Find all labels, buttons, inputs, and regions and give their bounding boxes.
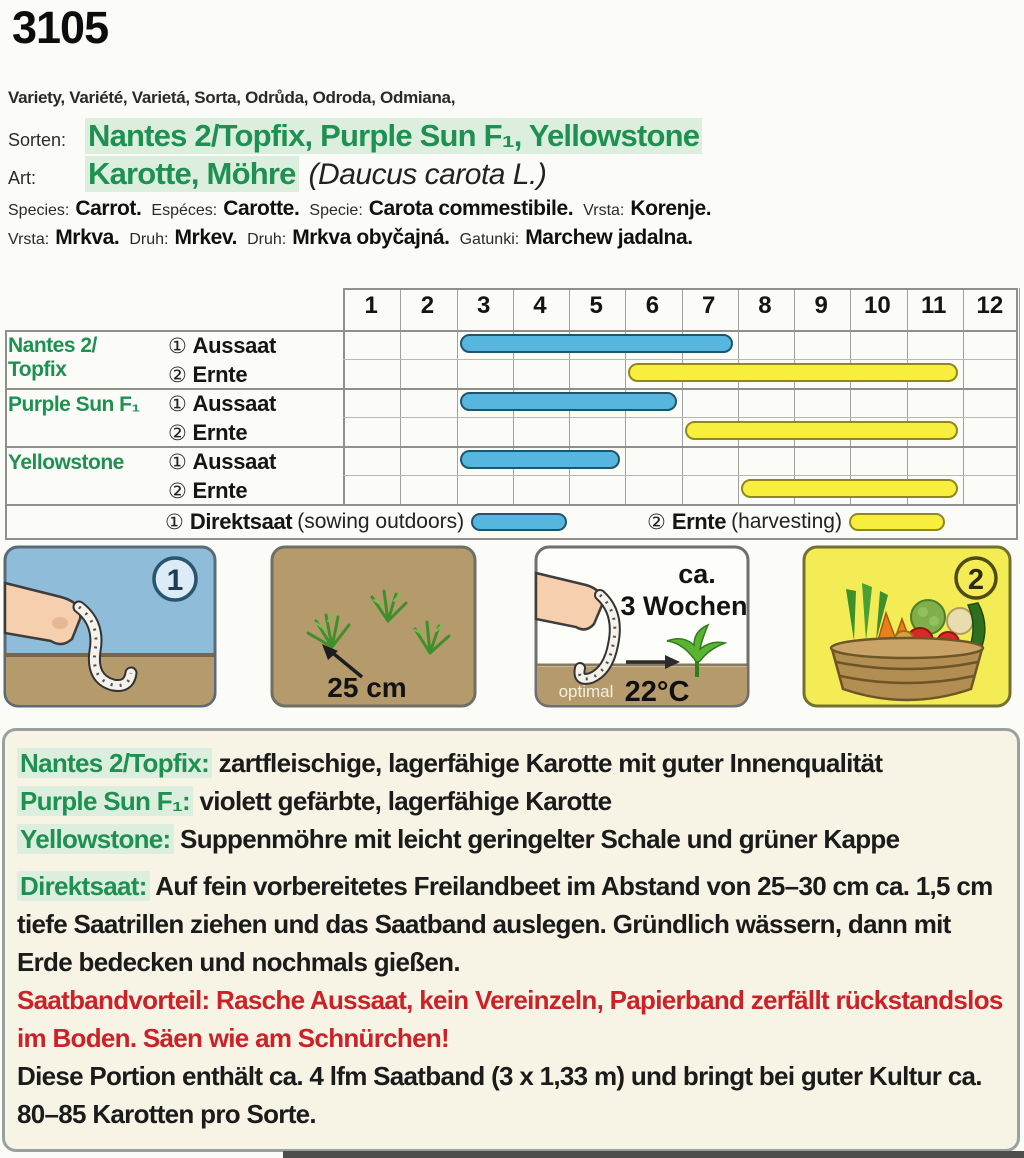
legend-ernte: ② Ernte (harvesting) [647, 509, 945, 535]
bar-purple-sun-ernte [685, 421, 958, 440]
art-label: Art: [8, 168, 37, 188]
month-label: 10 [864, 292, 891, 319]
description-purple-sun: Purple Sun F₁: violett gefärbte, lagerfähige Karotte [17, 782, 1003, 820]
spacing-caption: 25 cm [327, 672, 407, 703]
sorten-label: Sorten: [8, 130, 67, 150]
vrsta-label: Druh: [247, 231, 287, 248]
month-label: 9 [814, 292, 828, 319]
row-label-ernte: ② Ernte [168, 420, 248, 445]
step-1-number: 1 [166, 564, 184, 597]
panel-harvest-basket [802, 545, 1012, 708]
circled-1-icon: ① [168, 392, 187, 416]
row-label-ernte: ② Ernte [168, 362, 248, 387]
vrsta-value: Mrkev. [174, 226, 238, 249]
bar-yellowstone-ernte [741, 479, 958, 498]
vrsta-label: Vrsta: [8, 231, 50, 248]
description-block [2, 728, 1020, 1152]
sorten-row [8, 118, 702, 154]
circled-1-icon: ① [168, 450, 187, 474]
variety-languages-line: Variety, Variété, Varietá, Sorta, Odrůda, Odroda, Odmiana, [8, 88, 456, 107]
bar-nantes-aussaat [460, 334, 733, 353]
vrsta-value: Mrkva obyčajná. [292, 226, 450, 249]
basket-icon [831, 638, 983, 700]
panel-row-spacing [270, 545, 477, 708]
month-label: 6 [645, 292, 660, 319]
temperature-value: 22°C [624, 676, 690, 708]
description-portion: Diese Portion enthält ca. 4 lfm Saatband (3 x 1,33 m) und bringt bei guter Kultur ca. 80–85 Karotten pro Sorte. [17, 1061, 982, 1129]
sowing-calendar-table [5, 288, 1018, 540]
bar-nantes-ernte [628, 363, 958, 382]
species-label: Species: [8, 202, 70, 219]
packet-edge-strip [283, 1151, 1024, 1158]
month-label: 2 [420, 292, 435, 319]
panel-germination-time [534, 545, 750, 708]
optimal-label: optimal [558, 682, 614, 701]
species-value: Carrot. [75, 197, 142, 220]
species-label: Vrsta: [583, 202, 625, 219]
description-saatbandvorteil: Saatbandvorteil: Rasche Aussaat, kein Vereinzeln, Papierband zerfällt rückstandslos im Boden. Säen wie am Schnürchen! [17, 985, 1003, 1053]
spacing-illustration [270, 545, 477, 708]
circled-1-icon: ① [165, 510, 184, 534]
description-direktsaat: Direktsaat: Auf fein vorbereitetes Freilandbeet im Abstand von 25–30 cm ca. 1,5 cm tiefe Saatrillen ziehen und das Saatband auslegen. Gründlich wässern, dann mit Erde bedecken und nochmals gießen. [17, 871, 993, 977]
legend-harvest-pill [849, 513, 945, 531]
description-nantes: Nantes 2/Topfix: zartfleischige, lagerfähige Karotte mit guter Innenqualität [17, 744, 1003, 782]
month-label: 5 [589, 292, 603, 319]
vrsta-label: Druh: [129, 231, 169, 248]
month-label: 12 [976, 292, 1004, 319]
month-label: 8 [758, 292, 772, 319]
vrsta-label: Gatunki: [459, 231, 520, 248]
bar-purple-sun-aussaat [460, 392, 677, 411]
legend-direktsaat: ① Direktsaat (sowing outdoors) [165, 509, 567, 535]
row-label-ernte: ② Ernte [168, 478, 248, 503]
variety-label-yellowstone: Yellowstone [8, 451, 124, 474]
circled-2-icon: ② [168, 363, 187, 387]
step-2-number: 2 [967, 564, 985, 596]
vrsta-value: Marchew jadalna. [525, 226, 693, 249]
month-label: 11 [920, 292, 947, 319]
sowing-illustration [3, 545, 217, 708]
sorten-value: Nantes 2/Topfix, Purple Sun F₁, Yellowstone [85, 118, 702, 154]
product-number: 3105 [12, 2, 109, 53]
variety-label-purple-sun: Purple Sun F₁ [8, 393, 140, 416]
harvest-illustration [802, 545, 1012, 708]
month-label: 7 [701, 292, 716, 319]
bar-yellowstone-aussaat [460, 450, 621, 469]
row-label-aussaat: ① Aussaat [168, 333, 277, 358]
month-label: 1 [364, 292, 378, 319]
species-value: Carotte. [223, 197, 300, 220]
description-yellowstone: Yellowstone: Suppenmöhre mit leicht geringelter Schale und grüner Kappe [17, 820, 1003, 858]
species-label: Specie: [309, 202, 363, 219]
circled-2-icon: ② [168, 479, 187, 503]
germination-illustration [534, 545, 750, 708]
duration-line2: 3 Wochen [620, 591, 748, 621]
row-label-aussaat: ① Aussaat [168, 391, 277, 416]
month-label: 4 [533, 292, 547, 319]
legend-sowing-pill [471, 513, 567, 531]
art-value: Karotte, Möhre [85, 156, 299, 192]
calendar-legend [5, 504, 1018, 540]
vrsta-value: Mrkva. [55, 226, 120, 249]
species-value: Korenje. [630, 197, 712, 220]
botanical-name: (Daucus carota L.) [308, 158, 547, 191]
duration-line1: ca. [678, 559, 716, 589]
art-row [8, 156, 546, 192]
month-header [343, 292, 1018, 330]
vrsta-line [8, 226, 703, 250]
species-value: Carota commestibile. [368, 197, 574, 220]
variety-label-nantes: Nantes 2/ Topfix [8, 334, 97, 381]
species-line [8, 197, 721, 221]
circled-2-icon: ② [647, 510, 666, 534]
row-label-aussaat: ① Aussaat [168, 449, 277, 474]
panel-sowing-seed-band [3, 545, 217, 708]
circled-1-icon: ① [168, 334, 187, 358]
circled-2-icon: ② [168, 421, 187, 445]
month-label: 3 [476, 292, 491, 319]
species-label: Espéces: [151, 202, 218, 219]
